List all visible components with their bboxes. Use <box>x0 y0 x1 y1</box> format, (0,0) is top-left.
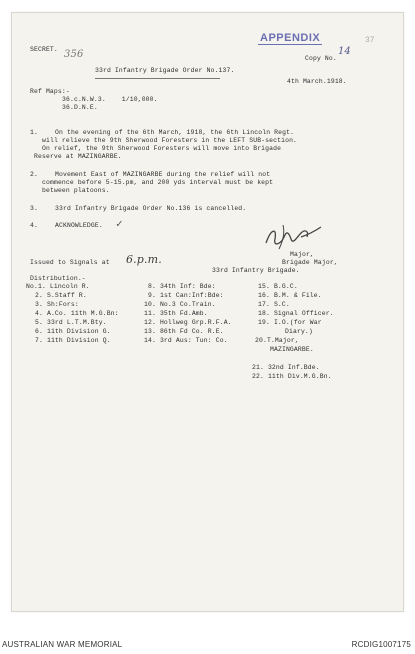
para-3-number: 3. <box>30 205 38 212</box>
acknowledge-text: ACKNOWLEDGE. <box>55 222 103 229</box>
issued-label: Issued to Signals at <box>30 259 110 266</box>
distribution-item: 14. 3rd Aus: Tun: Co. <box>144 337 228 344</box>
distribution-item: Diary.) <box>285 328 313 335</box>
para-1-line: Reserve at MAZINGARBE. <box>34 153 122 160</box>
ref-maps-label: Ref Maps:- <box>30 88 70 95</box>
appendix-stamp: APPENDIX <box>260 32 321 44</box>
check-mark-icon: ✓ <box>116 219 123 231</box>
para-2-line: Movement East of MAZINGARBE during the relief will not <box>55 171 271 178</box>
title-underline <box>95 78 220 79</box>
corner-mark: 37 <box>365 36 375 45</box>
distribution-item: 18. Signal Officer. <box>258 310 334 317</box>
distribution-item: 5. 33rd L.T.M.Bty. <box>35 319 107 326</box>
ref-map-2: 36.D.N.E. <box>62 104 98 111</box>
distribution-item: 19. I.O.(for War <box>258 319 322 326</box>
appendix-number: 14 <box>338 46 351 57</box>
para-1-line: will relieve the 9th Sherwood Foresters in the LEFT SUB-section. <box>42 137 298 144</box>
distribution-item: 20.T.Major, <box>255 337 299 344</box>
signature-unit: 33rd Infantry Brigade. <box>212 267 300 274</box>
issued-time: 6.p.m. <box>126 253 162 266</box>
footer-id: RCDIG1007175 <box>351 640 411 649</box>
distribution-item: 4. A.Co. 11th M.G.Bn: <box>35 310 119 317</box>
distribution-item: 22. 11th Div.M.G.Bn. <box>252 373 332 380</box>
signature-rank: Major, <box>290 251 314 258</box>
para-4-number: 4. <box>30 222 38 229</box>
footer-source: AUSTRALIAN WAR MEMORIAL <box>2 640 123 649</box>
para-2-line: between platoons. <box>42 187 110 194</box>
para-2-line: commence before 5-15.pm, and 200 yds interval must be kept <box>42 179 274 186</box>
para-3-text: 33rd Infantry Brigade Order No.136 is cancelled. <box>55 205 247 212</box>
copy-number: Copy No. <box>305 55 337 62</box>
distribution-item: 16. B.M. & File. <box>258 292 322 299</box>
para-1-line: On relief, the 9th Sherwood Foresters will move into Brigade <box>42 145 282 152</box>
handwritten-number: 356 <box>64 49 84 60</box>
distribution-item: 11. 35th Fd.Amb. <box>144 310 208 317</box>
distribution-label: Distribution.- <box>30 275 86 282</box>
classification: SECRET. <box>30 46 58 53</box>
distribution-item: No.1. Lincoln R. <box>26 283 90 290</box>
para-1-line: On the evening of the 6th March, 1918, the 6th Lincoln Regt. <box>55 129 295 136</box>
distribution-item: 7. 11th Division Q. <box>35 337 111 344</box>
distribution-item: 17. S.C. <box>258 301 290 308</box>
distribution-item: MAZINGARBE. <box>270 346 314 353</box>
para-1-number: 1. <box>30 129 38 136</box>
order-title: 33rd Infantry Brigade Order No.137. <box>95 67 235 74</box>
handwritten-signature <box>263 221 323 251</box>
distribution-item: 3. Sh:Fors: <box>35 301 79 308</box>
distribution-item: 12. Hollweg Grp.R.F.A. <box>144 319 232 326</box>
signature-role: Brigade Major, <box>282 259 338 266</box>
distribution-item: 2. S.Staff R. <box>35 292 87 299</box>
distribution-item: 10. No.3 Co.Train. <box>144 301 216 308</box>
distribution-item: 15. B.G.C. <box>258 283 298 290</box>
para-2-number: 2. <box>30 171 38 178</box>
distribution-item: 9. 1st Can:Inf:Bde: <box>148 292 224 299</box>
distribution-item: 21. 32nd Inf.Bde. <box>252 364 320 371</box>
order-date: 4th March.1918. <box>287 78 347 85</box>
distribution-item: 6. 11th Division G. <box>35 328 111 335</box>
ref-map-1: 36.c.N.W.3. 1/10,000. <box>62 96 158 103</box>
distribution-item: 13. 86th Fd Co. R.E. <box>144 328 224 335</box>
distribution-item: 8. 34th Inf: Bde: <box>148 283 216 290</box>
